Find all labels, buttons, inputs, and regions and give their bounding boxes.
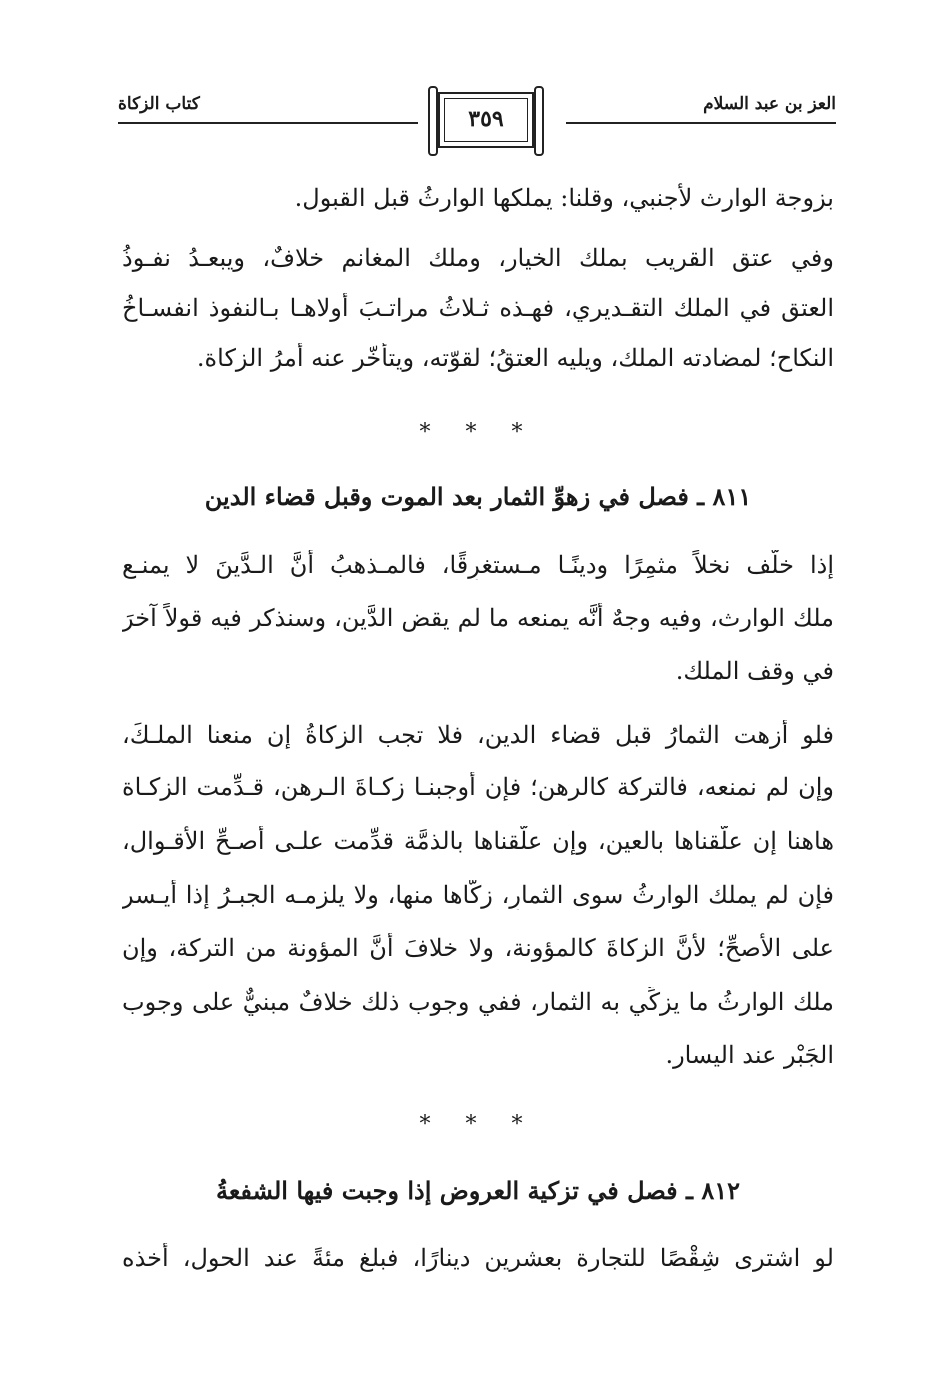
paragraph-line: في وقف الملك.: [675, 657, 834, 685]
section-separator: * * *: [419, 1112, 537, 1137]
paragraph-line: العتق في الملك التقـديري، فهـذه ثـلاثُ مراتـبَ أَولاهـا بـالنفوذ انفسـاخُ: [122, 294, 834, 322]
paragraph-line: فلو أزهت الثمارُ قبل قضاء الدين، فلا تجب الزكاةُ إِن منعنا الملـكَ،: [122, 721, 834, 749]
page-number: ٣٥٩: [468, 106, 504, 132]
section-heading: ٨١١ ـ فصل في زهوِّ الثمار بعد الموت وقبل قضاء الدين: [204, 482, 752, 511]
paragraph-line: إذا خلَّف نخلاً مثمِرًا ودينًـا مـستغرِقًا، فالمـذهبُ أنَّ الـدَّينَ لا يمنـع: [122, 551, 834, 579]
paragraph-line: فإِن لم يملك الوارثُ سوى الثمارِ، زكَّاها منها، ولا يلزمـه الجبـرُ إِذا أيـسر: [122, 881, 834, 909]
header-author: العز بن عبد السلام: [703, 94, 836, 114]
paragraph-line: النكاح؛ لمضادته الملك، ويليه العتقُ؛ لقوّته، ويتأخّر عنه أمرُ الزكاة.: [196, 344, 834, 372]
paragraph-line: على الأصحِّ؛ لأنَّ الزكاةَ كالمؤونة، ولا خلافَ أنَّ المؤونة من التركة، وإِن: [122, 934, 834, 962]
paragraph-line: ملك الوارث، وفيه وجهٌ أنَّه يمنعه ما لم يقض الدَّين، وسنذكر فيه قولاً آخرَ: [122, 604, 834, 632]
paragraph-line: لو اشترى شِقْصًا للتجارة بعشرين دينارًا، فبلغ مئةً عند الحول، أخذه: [122, 1244, 834, 1272]
paragraph-line: وفي عتق القريب بملك الخيار، وملك المغانم خلافٌ، ويبعـدُ نفـوذُ: [122, 244, 834, 272]
section-heading: ٨١٢ ـ فصل في تزكية العروض إذا وجبت فيها الشفعةُ: [215, 1176, 741, 1205]
paragraph-line: هاهنا إِن علَّقناها بالعين، وإِن علَّقناها بالذمَّة قدِّمت علـى أصـحِّ الأقـوال،: [122, 827, 834, 855]
paragraph-line: ملك الوارثُ ما يزكِّي به الثمار، ففي وجوب ذلك خلافٌ مبنيٌّ على وجوب: [122, 988, 834, 1016]
header-book-section: كتاب الزكاة: [118, 94, 200, 114]
paragraph-line: الجَبْر عند اليسار.: [665, 1041, 834, 1069]
section-separator: * * *: [419, 420, 537, 445]
page-body: [122, 0, 834, 1380]
paragraph-line: بزوجة الوارث لأجنبي، وقلنا: يملكها الوارثُ قبل القبول.: [294, 184, 834, 212]
paragraph-line: وإِن لم نمنعه، فالتركة كالرهن؛ فإِن أوجبنـا زكـاةَ الـرهن، قـدِّمت الزكـاة: [122, 773, 834, 801]
